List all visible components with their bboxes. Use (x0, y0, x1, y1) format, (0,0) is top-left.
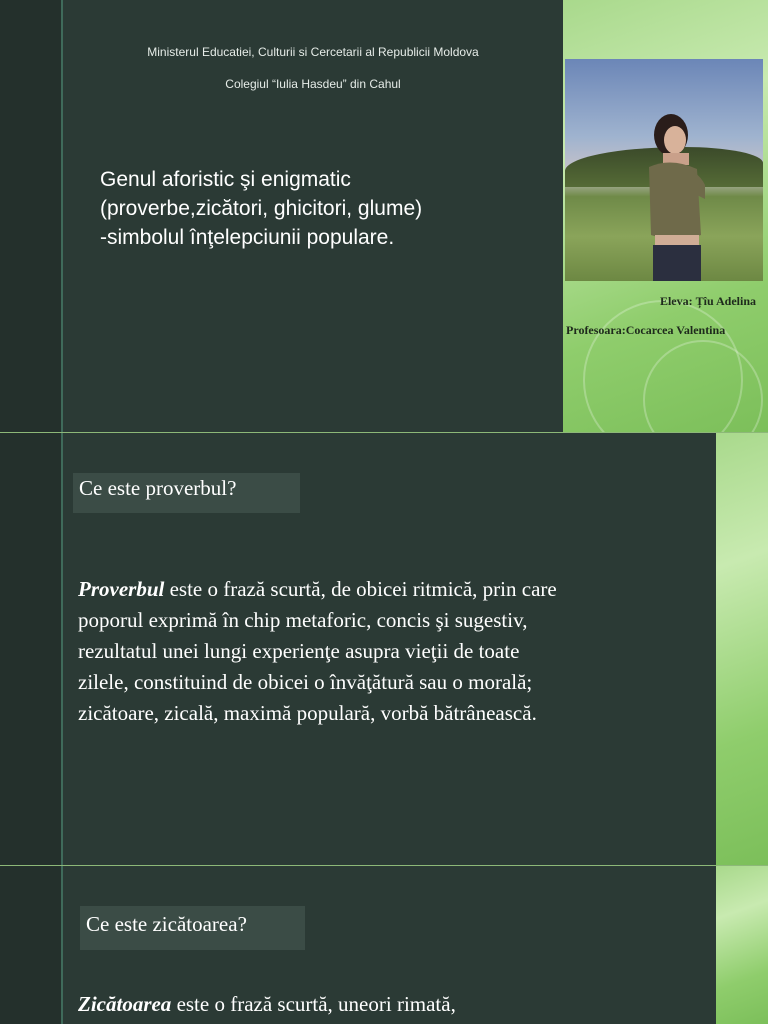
definition-line: Proverbul este o frază scurtă, de obicei ritmică, prin care (78, 577, 557, 601)
question-heading: Ce este proverbul? (73, 473, 300, 513)
definition-line: poporul exprimă în chip metaforic, concis şi sugestiv, (78, 608, 528, 632)
definition-line: rezultatul unei lungi experienţe asupra vieţii de toate (78, 639, 520, 663)
definition-line: zicătoare, zicală, maximă populară, vorbă bătrânească. (78, 701, 537, 725)
saying-definition: Zicătoarea este o frază scurtă, uneori rimată, (78, 992, 456, 1016)
proverb-slide (0, 433, 768, 865)
green-side-panel (716, 866, 768, 1024)
ministry-name: Ministerul Educatiei, Culturii si Cercetarii al Republicii Moldova (147, 45, 479, 59)
defined-term: Zicătoarea (78, 992, 172, 1016)
left-accent-line (61, 0, 63, 432)
saying-slide (0, 866, 768, 1024)
title-line: Genul aforistic şi enigmatic (100, 168, 351, 191)
person-figure (635, 95, 705, 281)
teacher-name: Profesoara:Cocarcea Valentina (566, 323, 726, 337)
left-accent-line (61, 433, 63, 865)
title-slide (0, 0, 768, 432)
title-line: -simbolul înţelepciunii populare. (100, 226, 395, 249)
question-heading: Ce este zicătoarea? (80, 906, 305, 950)
defined-term: Proverbul (78, 577, 165, 601)
left-band (0, 866, 61, 1024)
green-side-panel (716, 433, 768, 865)
presentation-title (100, 165, 540, 252)
student-photo (565, 59, 763, 281)
title-line: (proverbe,zicători, ghicitori, glume) (100, 197, 423, 220)
proverb-definition (78, 574, 678, 729)
college-name: Colegiul “Iulia Hasdeu” din Cahul (225, 77, 401, 91)
definition-line: zilele, constituind de obicei o învăţătură sau o morală; (78, 670, 533, 694)
left-band (0, 433, 61, 865)
left-accent-line (61, 866, 63, 1024)
left-band (0, 0, 61, 432)
student-name: Eleva: Țîu Adelina (659, 294, 756, 308)
